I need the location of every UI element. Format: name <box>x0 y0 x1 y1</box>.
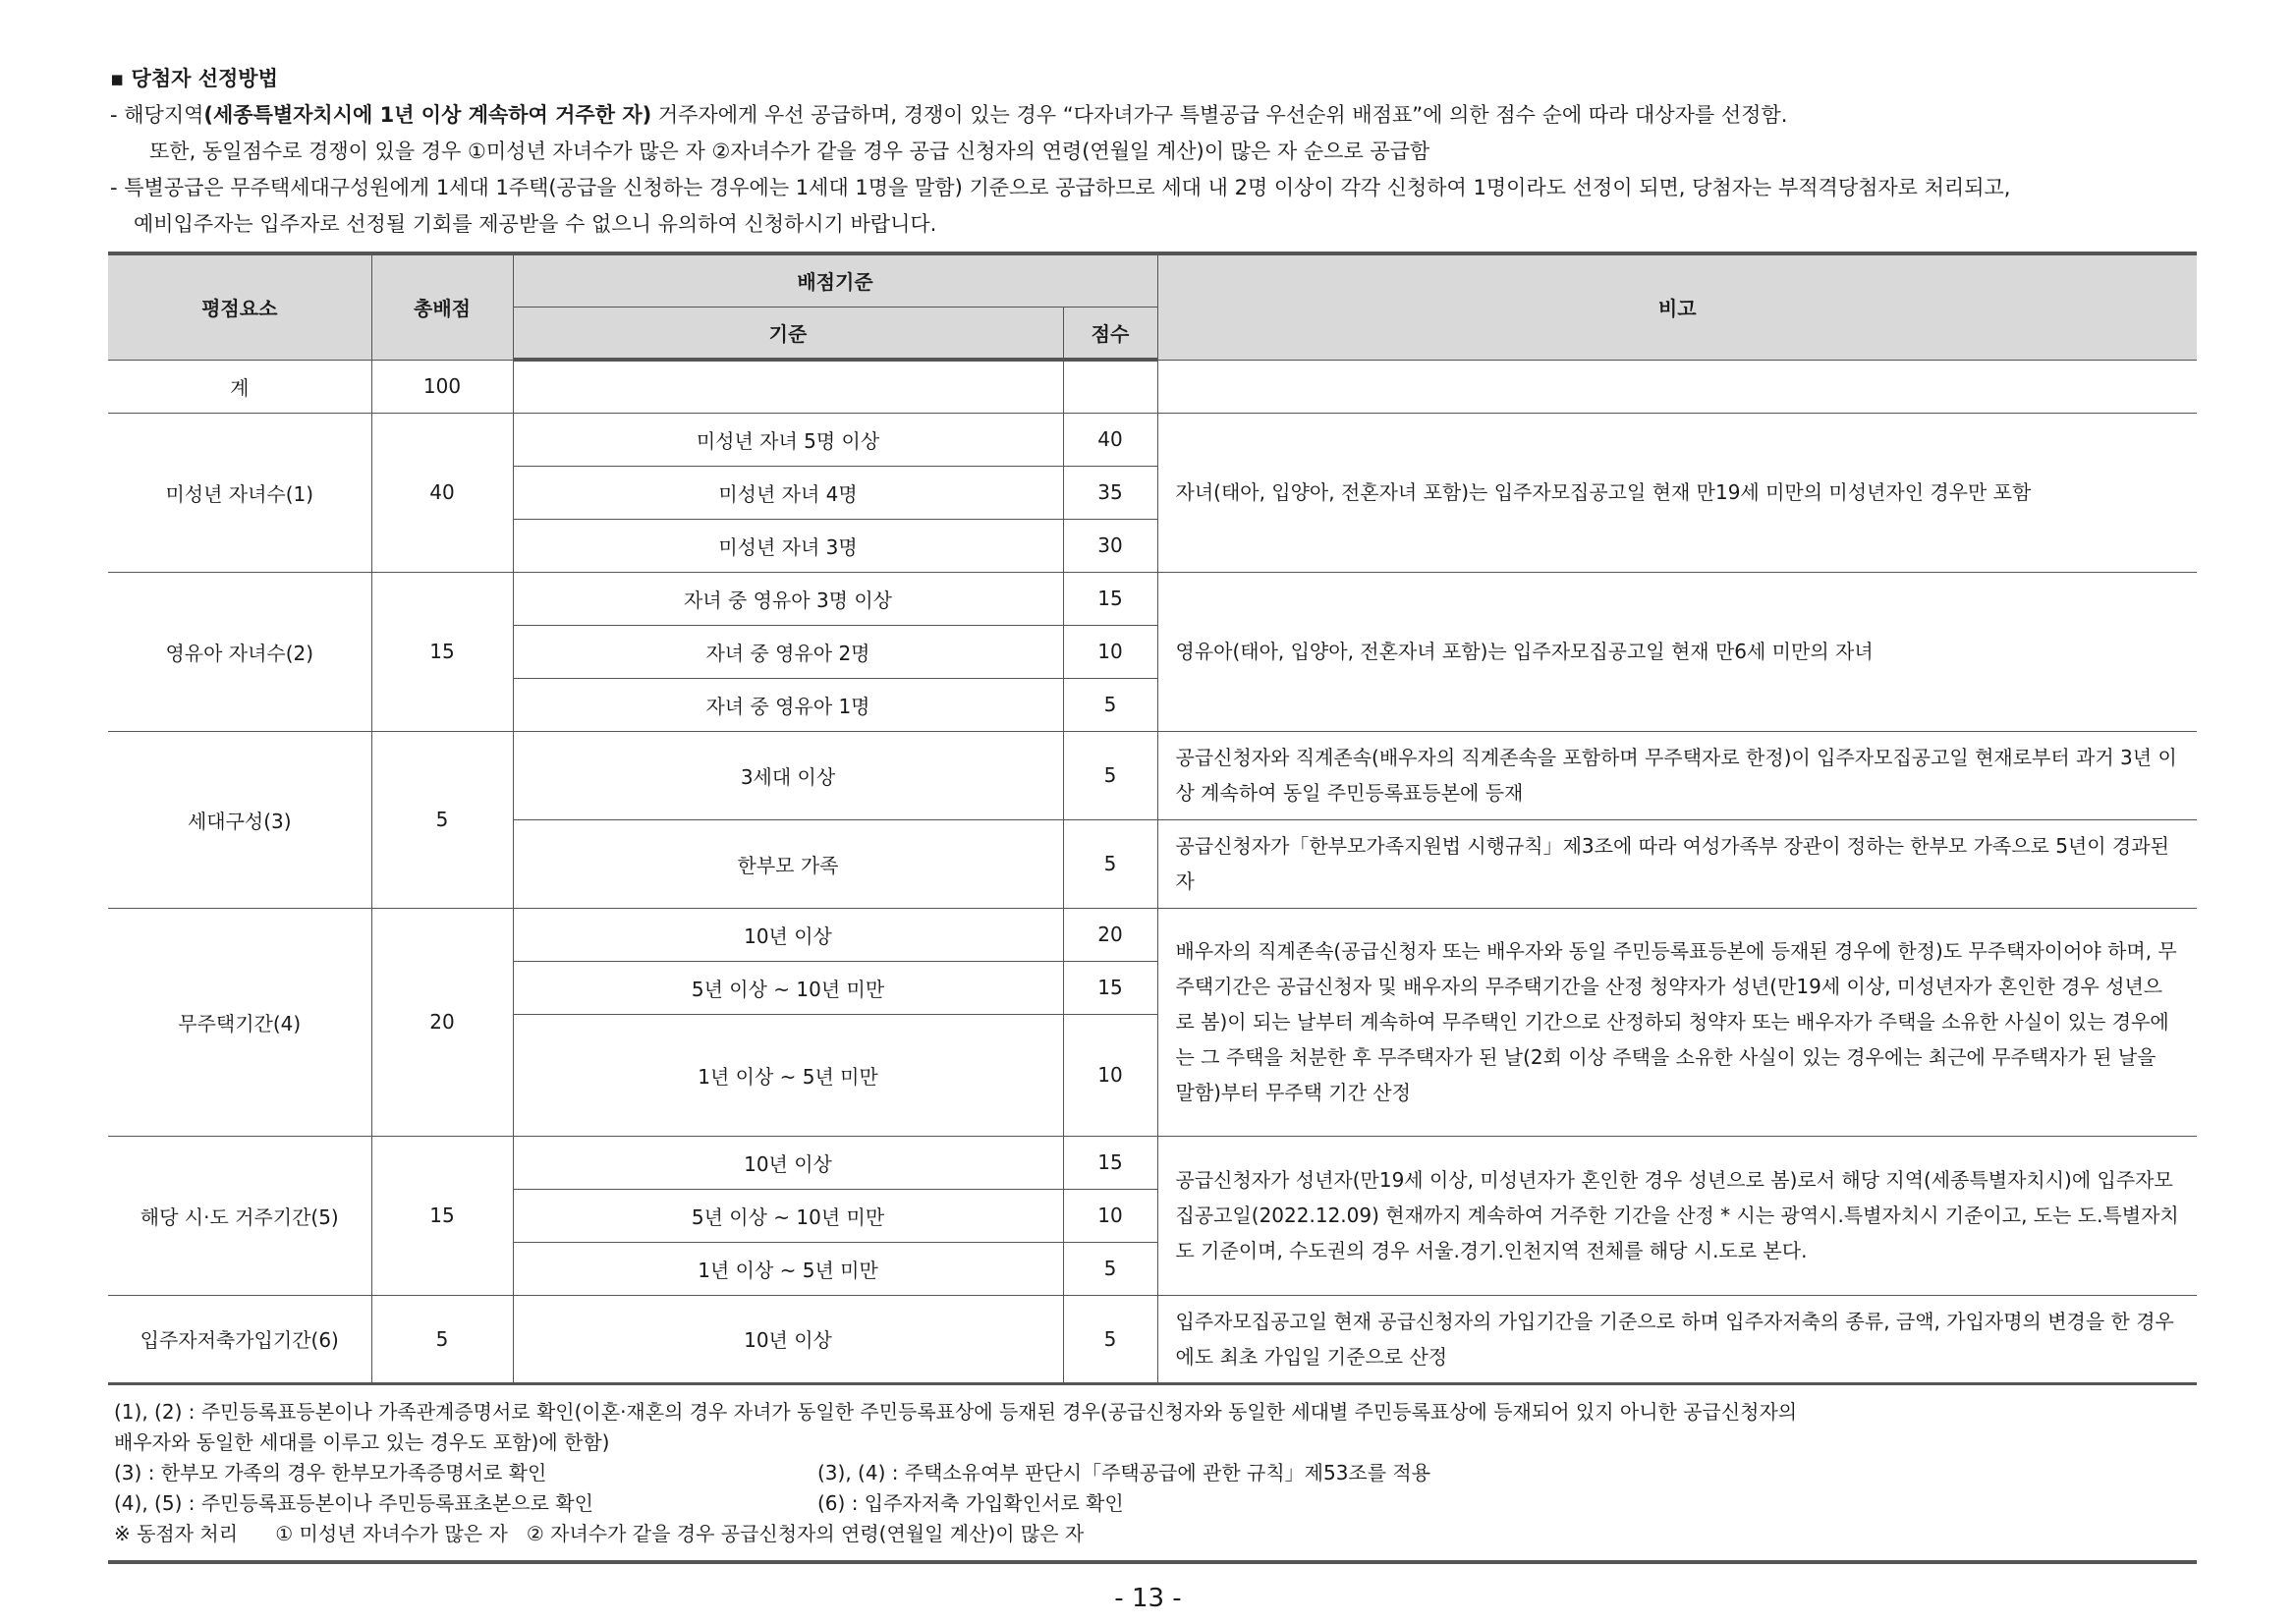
bottom-divider <box>108 1560 2197 1564</box>
cell-total: 5 <box>371 731 513 908</box>
cell-total: 20 <box>371 908 513 1136</box>
table-row <box>108 572 2197 625</box>
cell-remarks: 공급신청자가「한부모가족지원법 시행규칙」제3조에 따라 여성가족부 장관이 정하는 한부모 가족으로 5년이 경과된 자 <box>1157 819 2197 908</box>
table-row <box>108 731 2197 819</box>
footnote-row-4 <box>114 1488 2203 1519</box>
cell-criteria: 1년 이상 ~ 5년 미만 <box>513 1242 1063 1295</box>
cell-score: 10 <box>1063 1014 1157 1136</box>
cell-score: 15 <box>1063 572 1157 625</box>
cell-factor: 무주택기간(4) <box>108 908 371 1136</box>
cell-score: 5 <box>1063 1242 1157 1295</box>
priority-score-table <box>108 252 2197 1385</box>
cell-total: 15 <box>371 1136 513 1295</box>
cell-score: 40 <box>1063 413 1157 466</box>
header-criteria-group: 배점기준 <box>513 253 1157 307</box>
footnotes <box>114 1397 2203 1549</box>
cell-criteria: 한부모 가족 <box>513 819 1063 908</box>
cell-factor: 해당 시·도 거주기간(5) <box>108 1136 371 1295</box>
cell-score: 20 <box>1063 908 1157 961</box>
cell-total: 100 <box>371 360 513 413</box>
cell-criteria: 자녀 중 영유아 3명 이상 <box>513 572 1063 625</box>
table-row <box>108 413 2197 466</box>
table-row <box>108 908 2197 961</box>
cell-remarks: 공급신청자와 직계존속(배우자의 직계존속을 포함하며 무주택자로 한정)이 입주자모집공고일 현재로부터 과거 3년 이상 계속하여 동일 주민등록표등본에 등재 <box>1157 731 2197 819</box>
intro-line-1-bold: (세종특별자치시에 1년 이상 계속하여 거주한 자) <box>203 103 652 127</box>
header-remarks: 비고 <box>1157 253 2197 360</box>
cell-remarks: 영유아(태아, 입양아, 전혼자녀 포함)는 입주자모집공고일 현재 만6세 미만의 자녀 <box>1157 572 2197 731</box>
cell-remarks: 자녀(태아, 입양아, 전혼자녀 포함)는 입주자모집공고일 현재 만19세 미만의 미성년자인 경우만 포함 <box>1157 413 2197 572</box>
cell-total: 15 <box>371 572 513 731</box>
cell-score: 15 <box>1063 961 1157 1014</box>
footnote-6: (6) : 입주자저축 가입확인서로 확인 <box>817 1491 1124 1515</box>
cell-criteria: 10년 이상 <box>513 1136 1063 1189</box>
section-heading: ▪ 당첨자 선정방법 <box>110 67 278 90</box>
header-criteria: 기준 <box>513 307 1063 360</box>
footnote-row-3 <box>114 1458 2203 1488</box>
intro-line-4: 예비입주자는 입주자로 선정될 기회를 제공받을 수 없으니 유의하여 신청하시기 바랍니다. <box>134 212 937 236</box>
header-score: 점수 <box>1063 307 1157 360</box>
table-row-total <box>108 360 2197 413</box>
footnote-3-4: (3), (4) : 주택소유여부 판단시「주택공급에 관한 규칙」제53조를 적용 <box>817 1461 1431 1484</box>
cell-score: 10 <box>1063 1189 1157 1242</box>
table-row <box>108 1136 2197 1189</box>
footnote-1: (1), (2) : 주민등록표등본이나 가족관계증명서로 확인(이혼·재혼의 경우 자녀가 동일한 주민등록표상에 등재된 경우(공급신청자와 동일한 세대별 주민등록표상에 등재되어 있지 아니한 공급신청자의 <box>114 1400 1798 1424</box>
cell-total: 40 <box>371 413 513 572</box>
header-factor: 평점요소 <box>108 253 371 360</box>
intro-section <box>110 61 2222 243</box>
cell-criteria: 5년 이상 ~ 10년 미만 <box>513 961 1063 1014</box>
cell-criteria: 10년 이상 <box>513 1295 1063 1383</box>
intro-line-2: 또한, 동일점수로 경쟁이 있을 경우 ①미성년 자녀수가 많은 자 ②자녀수가 같을 경우 공급 신청자의 연령(연월일 계산)이 많은 자 순으로 공급함 <box>149 140 1430 163</box>
cell-factor: 미성년 자녀수(1) <box>108 413 371 572</box>
cell-score: 5 <box>1063 819 1157 908</box>
table-row <box>108 1295 2197 1383</box>
cell-factor: 세대구성(3) <box>108 731 371 908</box>
footnote-1-cont: 배우자와 동일한 세대를 이루고 있는 경우도 포함)에 한함) <box>114 1430 610 1454</box>
cell-remarks: 공급신청자가 성년자(만19세 이상, 미성년자가 혼인한 경우 성년으로 봄)로서 해당 지역(세종특별자치시)에 입주자모집공고일(2022.12.09) 현재까지 계속하여 거주한 기간을 산정 * 시는 광역시.특별자치시 기준이고, 도는 도.특별자치도 기준이며, 수도권의 경우 서울.경기.인천지역 전체를 해당 시.도로 본다. <box>1157 1136 2197 1295</box>
header-total: 총배점 <box>371 253 513 360</box>
cell-criteria: 10년 이상 <box>513 908 1063 961</box>
footnote-4-5: (4), (5) : 주민등록표등본이나 주민등록표초본으로 확인 <box>114 1491 593 1515</box>
cell-remarks: 배우자의 직계존속(공급신청자 또는 배우자와 동일 주민등록표등본에 등재된 경우에 한정)도 무주택자이어야 하며, 무주택기간은 공급신청자 및 배우자의 무주택기간을 산정 청약자가 성년(만19세 이상, 미성년자가 혼인한 경우 성년으로 봄)이 되는 날부터 계속하여 무주택인 기간으로 산정하되 청약자 또는 배우자가 주택을 소유한 사실이 있는 경우에는 그 주택을 처분한 후 무주택자가 된 날(2회 이상 주택을 소유한 사실이 있는 경우에는 최근에 무주택자가 된 날을 말함)부터 무주택 기간 산정 <box>1157 908 2197 1136</box>
cell-score: 15 <box>1063 1136 1157 1189</box>
cell-criteria: 1년 이상 ~ 5년 미만 <box>513 1014 1063 1136</box>
cell-criteria: 자녀 중 영유아 1명 <box>513 678 1063 731</box>
cell-factor: 입주자저축가입기간(6) <box>108 1295 371 1383</box>
cell-criteria: 3세대 이상 <box>513 731 1063 819</box>
cell-remarks: 입주자모집공고일 현재 공급신청자의 가입기간을 기준으로 하며 입주자저축의 종류, 금액, 가입자명의 변경을 한 경우에도 최초 가입일 기준으로 산정 <box>1157 1295 2197 1383</box>
cell-total: 5 <box>371 1295 513 1383</box>
intro-line-1: - 해당지역(세종특별자치시에 1년 이상 계속하여 거주한 자) 거주자에게 우선 공급하며, 경쟁이 있는 경우 “다자녀가구 특별공급 우선순위 배점표”에 의한 점수 순에 따라 대상자를 선정함. <box>110 103 1788 127</box>
cell-score: 10 <box>1063 625 1157 678</box>
cell-criteria: 미성년 자녀 4명 <box>513 466 1063 519</box>
footnote-3: (3) : 한부모 가족의 경우 한부모가족증명서로 확인 <box>114 1461 547 1484</box>
cell-factor: 영유아 자녀수(2) <box>108 572 371 731</box>
cell-score: 5 <box>1063 731 1157 819</box>
cell-score: 5 <box>1063 678 1157 731</box>
cell-criteria: 미성년 자녀 3명 <box>513 519 1063 572</box>
cell-score: 35 <box>1063 466 1157 519</box>
cell-score: 5 <box>1063 1295 1157 1383</box>
intro-line-3: - 특별공급은 무주택세대구성원에게 1세대 1주택(공급을 신청하는 경우에는 1세대 1명을 말함) 기준으로 공급하므로 세대 내 2명 이상이 각각 신청하여 1명이라도 선정이 되면, 당첨자는 부적격당첨자로 처리되고, <box>110 176 2011 199</box>
page-number: - 13 - <box>1114 1584 1182 1613</box>
tie-break-note: ※ 동점자 처리 ① 미성년 자녀수가 많은 자 ② 자녀수가 같을 경우 공급신청자의 연령(연월일 계산)이 많은 자 <box>114 1522 1085 1545</box>
cell-score: 30 <box>1063 519 1157 572</box>
cell-criteria: 미성년 자녀 5명 이상 <box>513 413 1063 466</box>
cell-criteria: 5년 이상 ~ 10년 미만 <box>513 1189 1063 1242</box>
cell-criteria: 자녀 중 영유아 2명 <box>513 625 1063 678</box>
cell-factor: 계 <box>108 360 371 413</box>
